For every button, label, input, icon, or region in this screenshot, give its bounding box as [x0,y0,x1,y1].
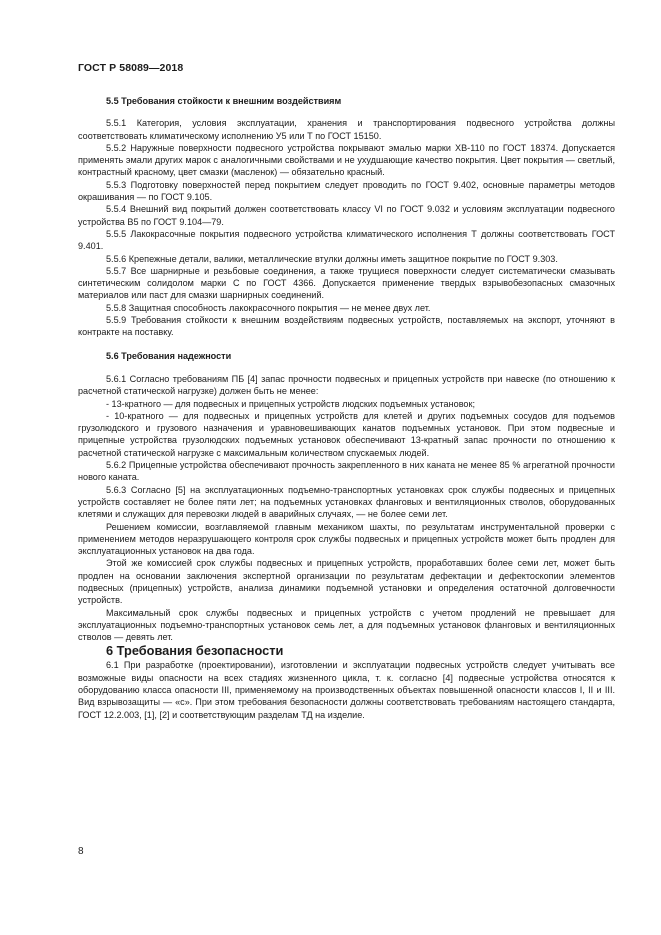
page-number: 8 [78,846,84,857]
clause-6-1: 6.1 При разработке (проектировании), изготовлении и эксплуатации подвесных устройств следует учитывать все возможные виды опасности на всех стадиях жизненного цикла, т. к. согласно [4] подвесные устройства относятся к оборудованию класса опасности III, применяемому на производственных объектах повышенной опасности классов I, II и III. Вид взрывозащиты — «с». При этом требования безопасности должны соответствовать требованиям настоящего стандарта, ГОСТ 12.2.003, [1], [2] и соответствующим разделам ТД на изделие. [78,660,615,720]
clause-5-6-2: 5.6.2 Прицепные устройства обеспечивают прочность закрепленного в них каната не менее 85 % агрегатной прочности нового каната. [78,460,615,483]
section-5-6-heading: 5.6 Требования надежности [106,350,232,361]
clause-5-6-3-para-4: Максимальный срок службы подвесных и прицепных устройств с учетом продлений не превышает для эксплуатационных подъемно-транспортных установок семь лет, а для подъемных установок фланговых и вентиляционных стволов — девять лет. [78,607,615,643]
clause-5-6-3-para-3: Этой же комиссией срок службы подвесных и прицепных устройств, проработавших более семи лет, может быть продлен на основании заключения экспертной организации по результатам дефектации и дефектоскопии элементов подвесных (прицепных) устройств, анализа динамики подъемной установки и определения остаточной долговечности устройств. [78,558,615,606]
section-6-heading: 6 Требования безопасности [106,643,284,659]
clause-5-6-1: 5.6.1 Согласно требованиям ПБ [4] запас прочности подвесных и прицепных устройств при навеске (по отношению к расчетной статической нагрузке) должен быть не менее: [78,373,615,397]
clause-5-6-3-para-2: Решением комиссии, возглавляемой главным механиком шахты, по результатам инструментальной проверки с применением методов неразрушающего контроля срок службы подвесных и прицепных устройств может быть продлен для эксплуатационных установок на два года. [78,521,615,557]
clause-5-5-8: 5.5.8 Защитная способность лакокрасочного покрытия — не менее двух лет. [106,302,431,313]
clause-5-5-4: 5.5.4 Внешний вид покрытий должен соответствовать классу VI по ГОСТ 9.032 и условиям эксплуатации подвесного устройства В5 по ГОСТ 9.104—79. [78,204,615,227]
clause-5-5-7: 5.5.7 Все шарнирные и резьбовые соединения, а также трущиеся поверхности следует систематически смазывать синтетическим солидолом марки С по ГОСТ 4366. Допускается применение твердых взрывобезопасных смазочных материалов или паст для смазки шарнирных соединений. [78,265,615,301]
standard-header: ГОСТ Р 58089—2018 [78,62,184,74]
clause-5-5-2: 5.5.2 Наружные поверхности подвесного устройства покрывают эмалью марки ХВ-110 по ГОСТ 18374. Допускается применять эмали других марок с аналогичными свойствами и не ухудшающие качество покрытия. Цвет покрытия — светлый, контрастный красному, цвет смазки (масленок) — обязательно красный. [78,142,615,178]
clause-5-6-1-item-13x: - 13-кратного — для подвесных и прицепных устройств людских подъемных установок; [106,398,475,409]
clause-5-6-3: 5.6.3 Согласно [5] на эксплуатационных подъемно-транспортных установках срок службы подвесных и прицепных устройств составляет не более пяти лет; на подъемных установках фланговых и вентиляционных стволов, оборудованных клетями и служащих для перевозки людей в аварийных случаях, — не более семи лет. [78,484,615,520]
document-body [78,95,615,721]
clause-5-6-1-item-10x: - 10-кратного — для подвесных и прицепных устройств для клетей и других подъемных сосудов для подъемов грузолюдского и грузового назначения и уравновешивающих канатов подъемных установок. При этом подвесные и прицепные устройства грузолюдских подъемных установок обеспечивают 13-кратный запас прочности по отношению к расчетной статической нагрузке с максимальным количеством спускаемых людей. [78,410,615,458]
clause-5-5-6: 5.5.6 Крепежные детали, валики, металлические втулки должны иметь защитное покрытие по ГОСТ 9.303. [106,253,558,264]
clause-5-5-9: 5.5.9 Требования стойкости к внешним воздействиям подвесных устройств, поставляемых на экспорт, уточняют в контракте на поставку. [78,315,615,338]
clause-5-5-5: 5.5.5 Лакокрасочные покрытия подвесного устройства климатического исполнения Т должны соответствовать ГОСТ 9.401. [78,228,615,252]
clause-5-5-1: 5.5.1 Категория, условия эксплуатации, хранения и транспортирования подвесного устройства должны соответствовать климатическому исполнению У5 или Т по ГОСТ 15150. [78,118,615,141]
section-5-5-heading: 5.5 Требования стойкости к внешним воздействиям [106,96,342,106]
clause-5-5-3: 5.5.3 Подготовку поверхностей перед покрытием следует проводить по ГОСТ 9.402, основные параметры методов окрашивания — по ГОСТ 9.105. [78,179,615,203]
